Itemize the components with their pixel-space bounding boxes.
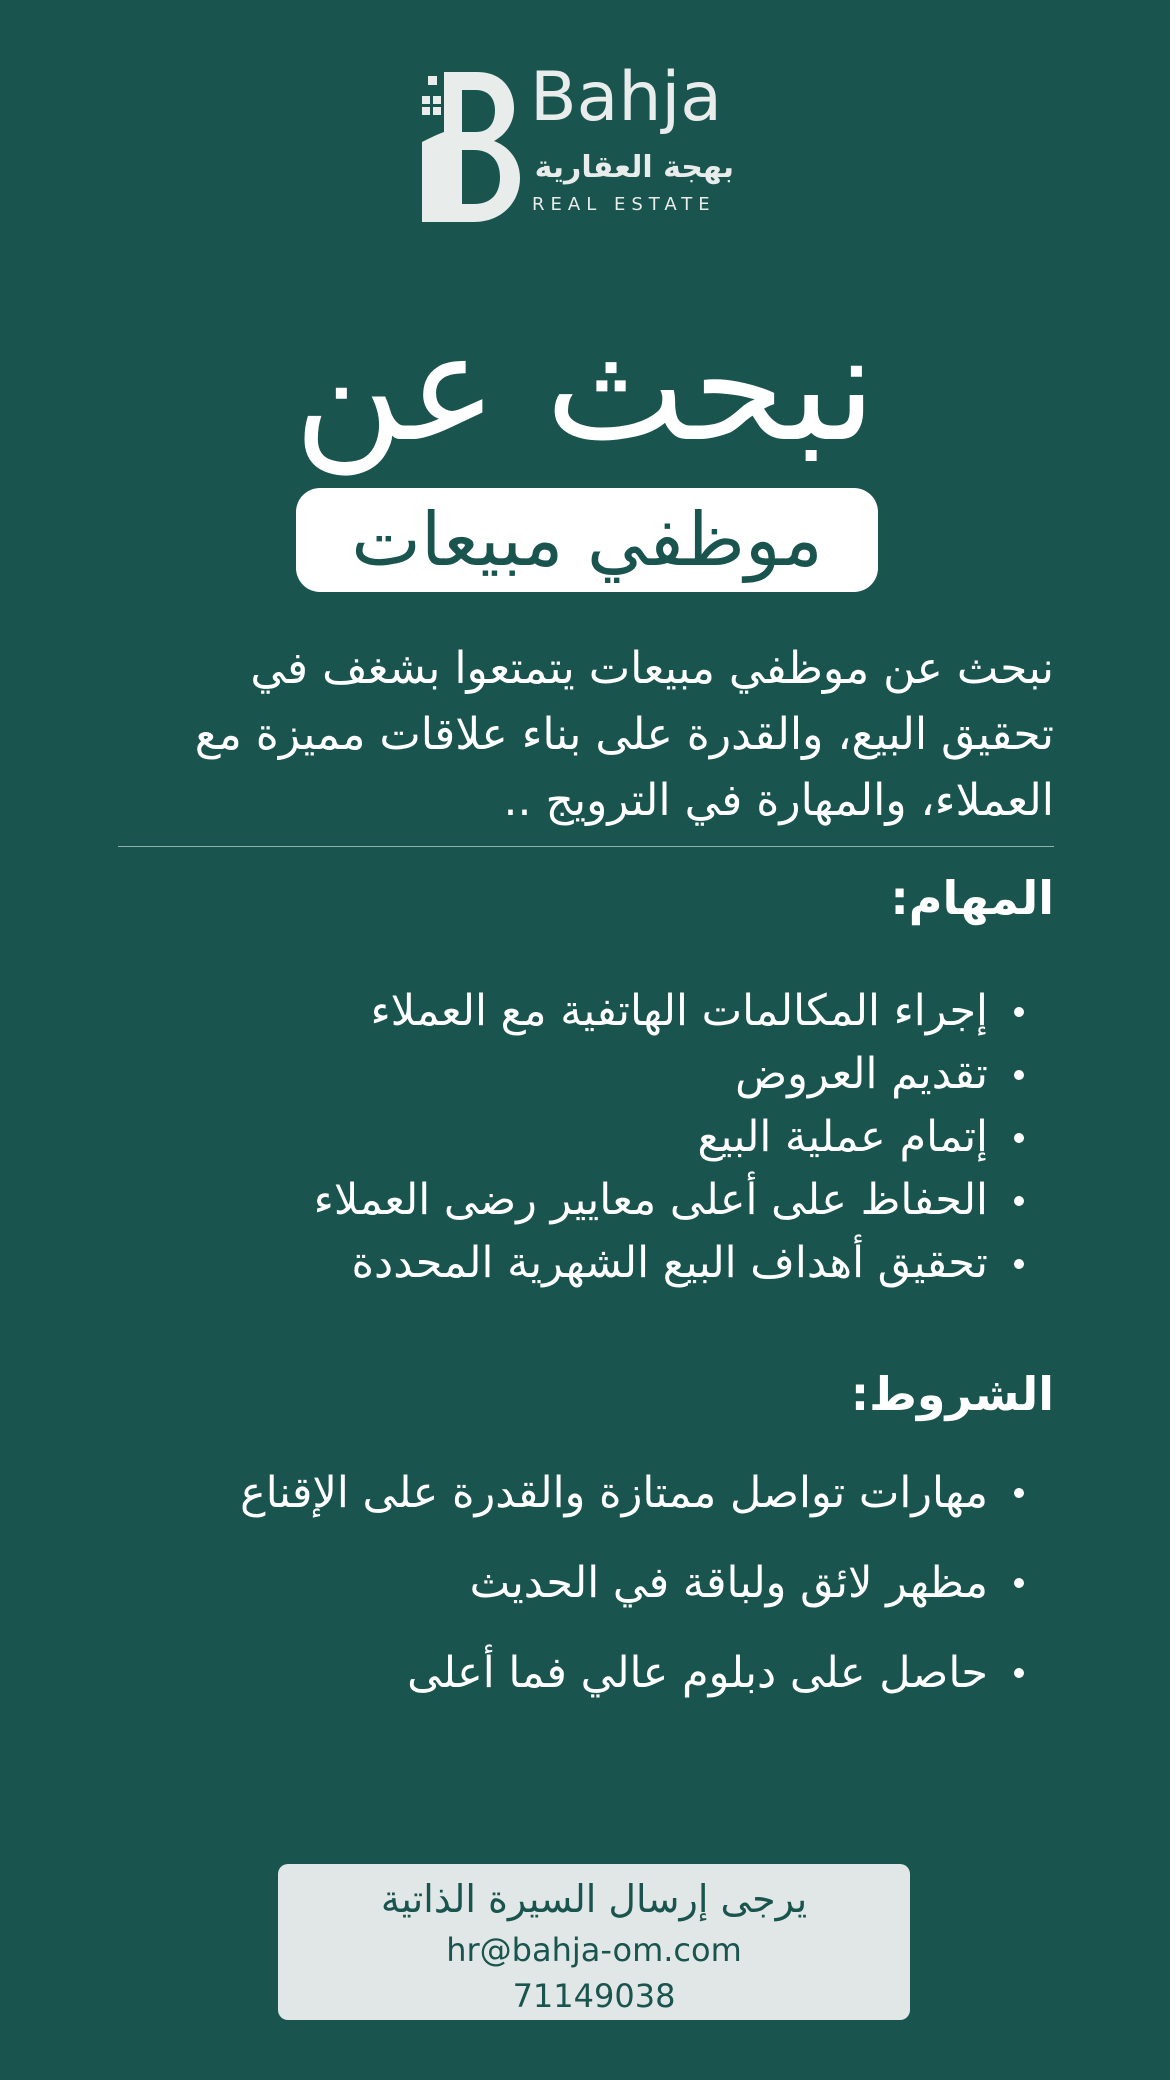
contact-label: يرجى إرسال السيرة الذاتية [380, 1877, 808, 1921]
brand-name-latin: Bahja [530, 58, 722, 137]
divider [118, 846, 1054, 847]
brand-logo [422, 58, 752, 228]
list-item: تقديم العروض [74, 1043, 1054, 1106]
list-item: تحقيق أهداف البيع الشهرية المحددة [74, 1232, 1054, 1295]
tasks-list [74, 980, 1054, 1295]
intro-paragraph: نبحث عن موظفي مبيعات يتمتعوا بشغف في تحقيق البيع، والقدرة على بناء علاقات مميزة مع العملاء، والمهارة في الترويج .. [194, 643, 1054, 826]
b-letter-logo-icon [422, 72, 522, 222]
position-title: موظفي مبيعات [351, 497, 823, 583]
contact-email[interactable]: hr@bahja-om.com [446, 1931, 742, 1969]
headline: نبحث عن [293, 301, 877, 475]
brand-tagline: REAL ESTATE [532, 194, 716, 215]
tasks-heading: المهام: [890, 871, 1054, 925]
list-item: الحفاظ على أعلى معايير رضى العملاء [74, 1169, 1054, 1232]
contact-box [278, 1864, 910, 2020]
list-item: إتمام عملية البيع [74, 1106, 1054, 1169]
list-item: حاصل على دبلوم عالي فما أعلى [74, 1628, 1054, 1718]
list-item: مهارات تواصل ممتازة والقدرة على الإقناع [74, 1448, 1054, 1538]
brand-name-arabic: بهجة العقارية [534, 150, 734, 185]
position-banner [296, 488, 878, 592]
list-item: مظهر لائق ولباقة في الحديث [74, 1538, 1054, 1628]
requirements-list [74, 1448, 1054, 1718]
requirements-heading: الشروط: [850, 1367, 1054, 1421]
list-item: إجراء المكالمات الهاتفية مع العملاء [74, 980, 1054, 1043]
contact-phone[interactable]: 71149038 [512, 1977, 676, 2015]
